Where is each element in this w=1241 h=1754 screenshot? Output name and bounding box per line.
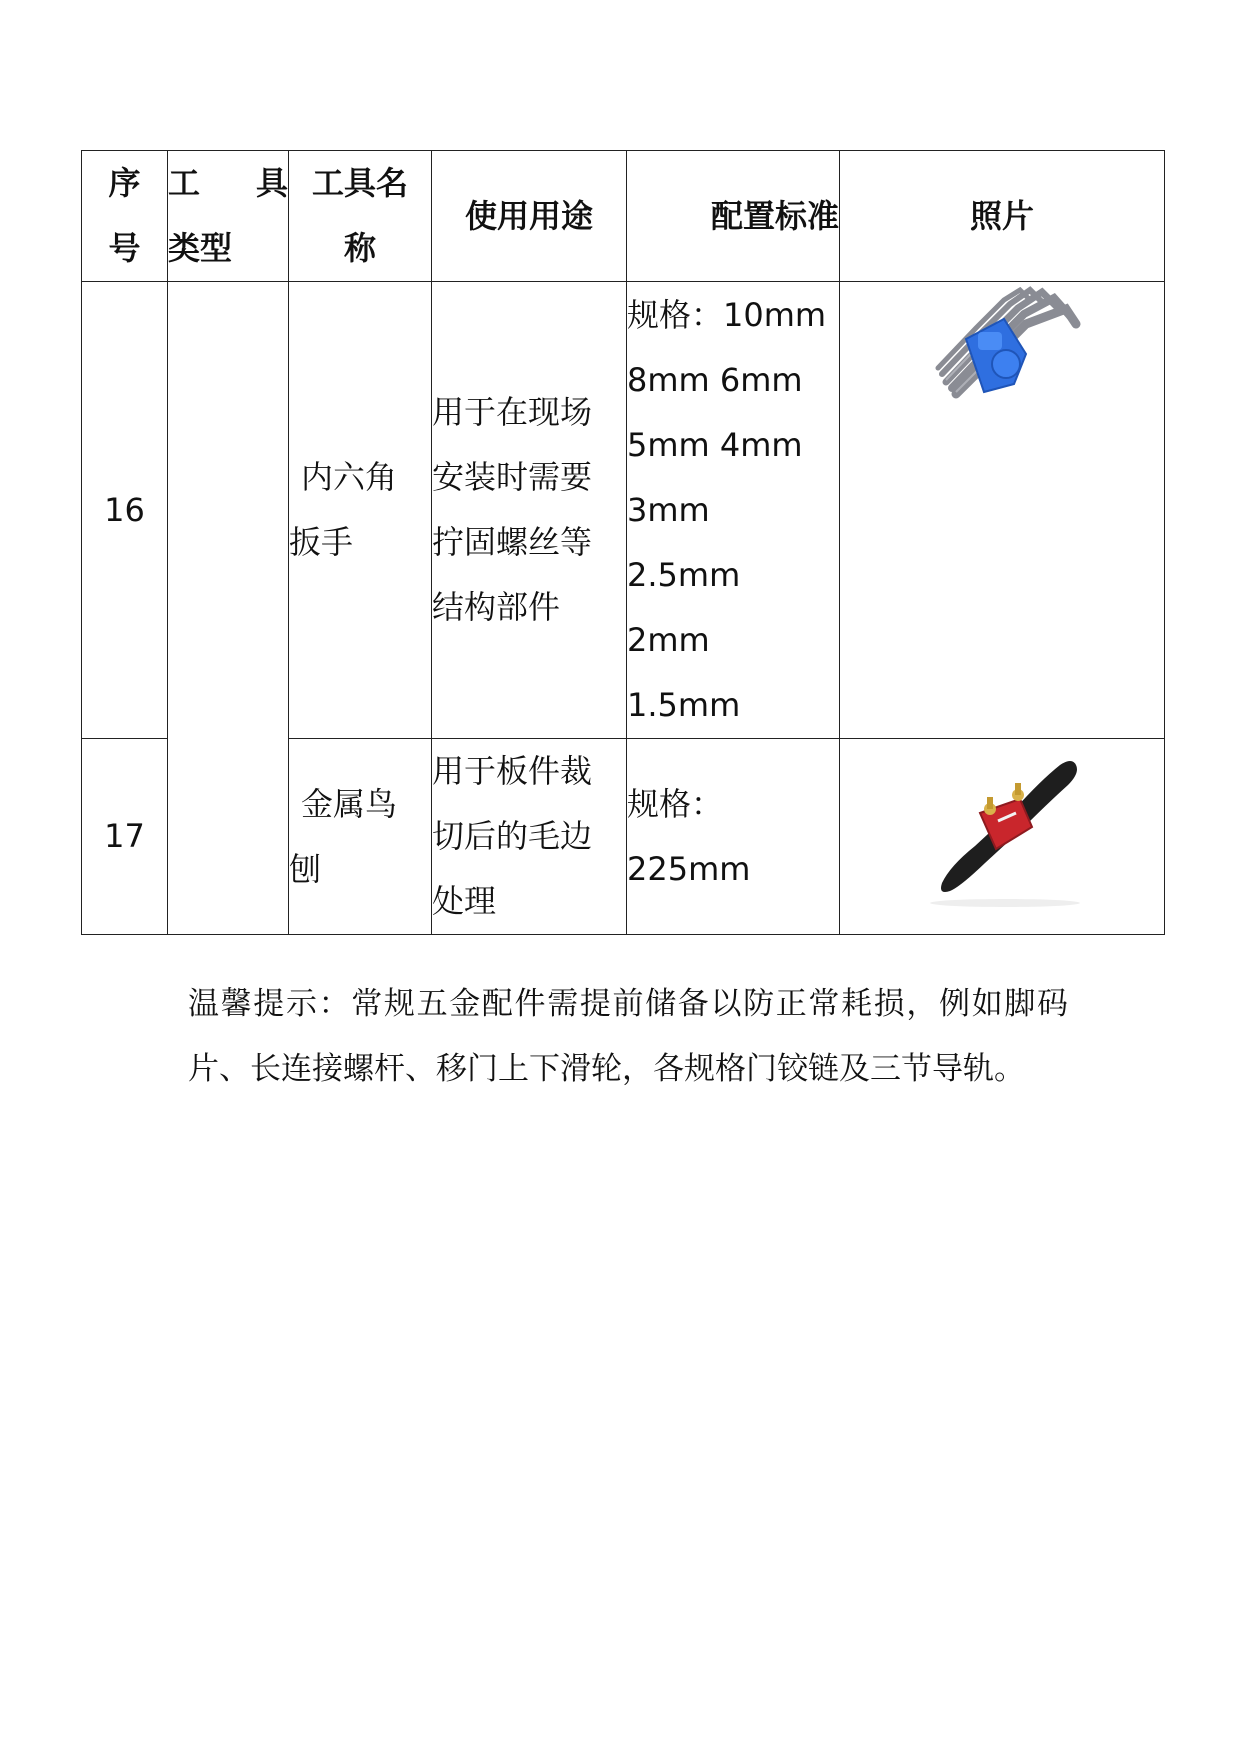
tools-table xyxy=(81,150,1165,935)
header-photo: 照片 xyxy=(840,151,1165,282)
header-usage: 使用用途 xyxy=(432,151,627,282)
row-usage: 用于板件裁 切后的毛边 处理 xyxy=(432,739,627,935)
header-tool-name: 工具名 称 xyxy=(289,151,432,282)
header-seq: 序 号 xyxy=(82,151,168,282)
row-tool-type xyxy=(168,282,289,935)
row-usage: 用于在现场 安装时需要 拧固螺丝等 结构部件 xyxy=(432,282,627,739)
spokeshave-icon xyxy=(920,751,1090,911)
header-tool-type: 工 具 类型 xyxy=(168,151,289,282)
row-photo xyxy=(840,282,1165,739)
tip-paragraph: 温馨提示：常规五金配件需提前储备以防正常耗损，例如脚码片、长连接螺杆、移门上下滑轮，各规格门铰链及三节导轨。 xyxy=(188,986,1068,1087)
row-tool-name: 金属鸟 刨 xyxy=(289,739,432,935)
hex-key-set-icon xyxy=(926,284,1086,414)
row-photo xyxy=(840,739,1165,935)
header-standard: 配置标准 xyxy=(627,151,840,282)
row-tool-name: 内六角 扳手 xyxy=(289,282,432,739)
table-header-row xyxy=(82,151,1165,282)
table-row xyxy=(82,282,1165,739)
row-seq: 17 xyxy=(82,739,168,935)
row-standard: 规格： 225mm xyxy=(627,739,840,935)
row-standard: 规格：10mm 8mm 6mm 5mm 4mm 3mm 2.5mm 2mm 1.5mm xyxy=(627,282,840,739)
row-seq: 16 xyxy=(82,282,168,739)
